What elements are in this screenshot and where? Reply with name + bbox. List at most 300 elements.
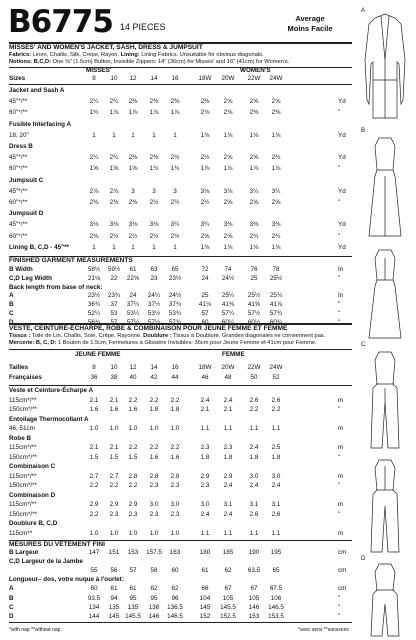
table-row (9, 310, 352, 318)
cell-value: 145.5 (220, 603, 236, 611)
row-label: Robe B (9, 434, 32, 442)
group-women: WOMEN'S (240, 67, 271, 74)
cell-value: 2.3 (170, 510, 180, 518)
table-row (9, 492, 352, 500)
cell-value: 57½ (247, 310, 261, 317)
cell-value: 2.1 (109, 396, 119, 404)
cell-value: 93.5 (87, 594, 101, 602)
row-label: Combinaison C (9, 463, 56, 470)
row-label: 60"*/** (9, 109, 28, 117)
cell-value: 2½ (170, 199, 180, 206)
unit: " (338, 482, 341, 489)
dress-illustration (369, 138, 401, 236)
cell-value: 2.9 (109, 501, 119, 508)
cell-value: 1¾ (170, 165, 180, 173)
cell-value: 2⅜ (128, 199, 138, 206)
cell-value: 2⅜ (128, 98, 138, 106)
cell-value: 52 (272, 374, 280, 381)
cell-value: 2.3 (128, 510, 138, 518)
cell-value: 163 (169, 549, 181, 556)
unit: Yd (338, 98, 346, 106)
row-label: 115cm*/** (9, 472, 37, 480)
cell-value: 2.2 (149, 444, 159, 451)
cell-value: 1.0 (149, 425, 159, 432)
cell-value: 2.4 (200, 510, 210, 518)
cell-value: 8 (92, 364, 96, 371)
row-label: 115cm*/** (9, 396, 37, 404)
table-row (9, 406, 352, 414)
cell-value: 145.5 (125, 612, 141, 620)
cell-value: 1 (92, 131, 96, 139)
cell-value: 190 (248, 549, 260, 556)
cell-value: 2.4 (223, 510, 233, 518)
unit: " (338, 603, 341, 611)
table-row (9, 132, 352, 140)
bottom-rule (9, 622, 352, 623)
cell-value: 2⅜ (149, 154, 159, 162)
cell-value: 55 (90, 567, 98, 575)
cell-value: 57¼ (221, 310, 235, 317)
cell-value: 2½ (170, 232, 180, 240)
cell-value: 2.2 (109, 482, 119, 489)
cell-value: 135 (127, 603, 139, 611)
table-row (9, 188, 352, 196)
cell-value: 2½ (200, 154, 210, 162)
table-row (9, 199, 352, 207)
cell-value: 1.1 (200, 529, 210, 537)
cell-value: 10 (110, 75, 118, 82)
unit: " (338, 109, 341, 117)
cell-value: 3⅛ (128, 221, 138, 229)
table-row (9, 604, 352, 612)
cell-value: 23 (150, 274, 158, 282)
finished-title-fr: MESURES DU VÊTEMENT FINI (9, 541, 105, 548)
cell-value: 3¼ (249, 187, 259, 195)
cell-value: 136 (148, 603, 160, 611)
row-label: C,D Largeur de la Jambe (9, 558, 83, 566)
cell-value: 24½ (168, 292, 182, 300)
rule (9, 67, 352, 68)
cell-value: 66 (201, 585, 209, 593)
cell-value: 1.8 (249, 453, 259, 461)
cell-value: 37 (110, 301, 118, 309)
table-row (9, 416, 352, 424)
row-label: Combinaison D (9, 491, 56, 499)
cell-value: 62 (150, 585, 158, 593)
cell-value: 1.1 (249, 529, 259, 537)
cell-value: 2.2 (249, 406, 259, 413)
cell-value: 1.1 (249, 425, 259, 432)
cell-value: 2½ (109, 232, 119, 240)
unit: Yd (338, 187, 346, 195)
cell-value: 46 (201, 374, 209, 381)
cell-value: 2⅛ (223, 109, 233, 117)
table-row (9, 275, 352, 283)
cell-value: 2.4 (271, 482, 281, 489)
cell-value: 2⅞ (89, 187, 99, 195)
unit: m (338, 472, 344, 480)
table-row (9, 425, 352, 433)
cell-value: 2⅜ (170, 98, 180, 106)
cell-value: 25¾ (269, 292, 283, 300)
table-row (9, 463, 352, 471)
cell-value: 1.8 (223, 453, 233, 461)
finished-title-en: FINISHED GARMENT MEASUREMENTS (9, 257, 133, 264)
cell-value: 3.0 (149, 501, 159, 508)
cell-value: 57 (129, 567, 137, 575)
cell-value: 18W (198, 75, 212, 82)
unit: " (338, 165, 341, 173)
row-label: Entoilage Thermocollant A (9, 415, 89, 423)
cell-value: 74 (224, 266, 232, 273)
cell-value: 1⅛ (200, 243, 210, 251)
cell-value: 1.0 (128, 529, 138, 537)
cell-value: 1⅛ (271, 131, 281, 139)
garment-illustrations (355, 0, 416, 640)
row-label: 46, 51cm (9, 425, 35, 432)
row-label: Jacket and Sash A (9, 87, 65, 94)
cell-value: 145 (199, 603, 211, 611)
cell-value: 57¾ (269, 310, 283, 317)
jumpsuit-d-illustration (371, 564, 399, 636)
table-row (9, 549, 352, 557)
row-label: 45"*/** (9, 98, 28, 106)
cell-value: 2¼ (89, 98, 99, 106)
cell-value: 48 (224, 374, 232, 381)
cell-value: 37¾ (168, 301, 182, 309)
cell-value: 1 (131, 243, 135, 251)
cell-value: 2½ (200, 199, 210, 206)
cell-value: 23½ (168, 274, 182, 282)
cell-value: 134 (88, 603, 100, 611)
unit: m (338, 425, 344, 432)
unit: cm (338, 585, 347, 593)
back-jumpsuit-illustration (371, 460, 399, 552)
row-label: D (9, 612, 14, 620)
row-label: 150cm*/** (9, 453, 38, 461)
cell-value: 1⅝ (89, 165, 99, 173)
cell-value: 2⅜ (89, 232, 99, 240)
cell-value: 2.8 (149, 472, 159, 480)
table-row (9, 143, 352, 151)
cell-value: 2⅜ (109, 199, 119, 206)
cell-value: 2½ (128, 232, 138, 240)
rule (9, 385, 352, 386)
cell-value: 185 (222, 549, 234, 556)
cell-value: 95 (129, 594, 137, 602)
cell-value: 2⅝ (223, 232, 233, 240)
cell-value: 3¼ (170, 221, 180, 229)
cell-value: 145 (108, 612, 120, 620)
table-row (9, 520, 352, 528)
cell-value: 67.5 (269, 585, 283, 593)
table-row (9, 511, 352, 519)
cell-value: 1.8 (200, 453, 210, 461)
cell-value: 3 (152, 187, 156, 195)
cell-value: 1.1 (271, 425, 281, 432)
row-label: Back length from base of neck: (9, 283, 103, 291)
cell-value: 2.2 (170, 396, 180, 404)
cell-value: 59½ (107, 266, 121, 273)
notions-en: Notions: B,C,D: One ⅝" (1.5cm) Button, Invisible Zippers: 14" (36cm) for Misses' and 16" (41cm) for Women's. (9, 59, 290, 65)
piece-count: 14 PIECES (120, 22, 166, 32)
cell-value: 1.8 (149, 406, 159, 413)
cell-value: 2.9 (89, 501, 99, 508)
cell-value: 152.5 (220, 612, 236, 620)
cell-value: 1.6 (109, 406, 119, 413)
unit: m (338, 396, 344, 404)
row-label: Longueur– dos, votre nuque à l'ourlet: (9, 576, 124, 584)
table-row (9, 501, 352, 509)
cell-value: 2.1 (89, 444, 99, 451)
cell-value: 2½ (149, 232, 159, 240)
table-row (9, 482, 352, 490)
cell-value: 22⅝ (126, 274, 140, 282)
row-label: 18, 20" (9, 131, 29, 139)
level-en: Average (295, 14, 325, 23)
view-label-b: B (361, 128, 366, 134)
cell-value: 2.4 (249, 482, 259, 489)
footnote-fr: *avec sens **sanssens (298, 627, 349, 633)
table-row (9, 585, 352, 593)
cell-value: 2⅝ (271, 199, 281, 206)
cell-value: 1⅛ (223, 243, 233, 251)
cell-value: 1⅞ (170, 109, 180, 117)
row-label: B (9, 301, 14, 309)
cell-value: 61 (201, 567, 209, 575)
cell-value: 20W (221, 364, 235, 371)
cell-value: 1.6 (149, 453, 159, 461)
cell-value: 96 (171, 594, 179, 602)
cell-value: 61 (129, 585, 137, 593)
cell-value: 50 (250, 374, 258, 381)
cell-value: 195 (270, 549, 282, 556)
unit: " (338, 612, 341, 620)
table-row (9, 221, 352, 229)
cell-value: 2.4 (223, 396, 233, 404)
cell-value: 1⅛ (249, 243, 259, 251)
cell-value: 144 (88, 612, 100, 620)
cell-value: 37½ (147, 301, 161, 309)
cell-value: 153 (127, 549, 139, 556)
cell-value: 2.6 (249, 396, 259, 404)
notions-fr: Mercerie: B, C, D: 1 Bouton de 1.5cm, Fermetures à Glissière Invisibles: 36cm pour Jeune Femme et 41cm pour Femme. (9, 340, 317, 346)
cell-value: 22W (247, 364, 261, 371)
table-row (9, 244, 352, 252)
cell-value: 2.2 (271, 406, 281, 413)
row-label: C (9, 310, 14, 317)
cell-value: 1⅞ (128, 109, 138, 117)
cell-value: 3.0 (170, 501, 180, 508)
cell-value: 3⅛ (149, 221, 159, 229)
cell-value: 2⅜ (128, 154, 138, 162)
row-label: 45"*/** (9, 154, 28, 162)
row-label: Lining B, C,D - 45"** (9, 243, 70, 251)
cell-value: 2.3 (149, 482, 159, 489)
cell-value: 20W (221, 75, 235, 82)
table-row (9, 154, 352, 162)
cell-value: 37¼ (126, 301, 140, 309)
sizes-row (9, 364, 352, 372)
cell-value: 2.9 (223, 472, 233, 480)
cell-value: 105 (248, 594, 260, 602)
row-label: B (9, 594, 14, 602)
rule (9, 84, 352, 85)
cell-value: 2.4 (223, 482, 233, 489)
table-row (9, 530, 352, 538)
cell-value: 1.0 (170, 425, 180, 432)
cell-value: 24W (269, 364, 283, 371)
cell-value: 16 (171, 75, 179, 82)
footnote-en: *with nap **without nap (9, 627, 61, 633)
row-label: Dress B (9, 143, 33, 150)
unit: In (338, 292, 344, 300)
cell-value: 2¾ (271, 232, 281, 240)
row-label: Jumpsuit C (9, 176, 44, 184)
cell-value: 53¼ (126, 310, 140, 317)
cell-value: 22W (247, 75, 261, 82)
cell-value: 3 (173, 187, 177, 195)
table-row (9, 613, 352, 621)
table-row (9, 284, 352, 292)
cell-value: 12 (129, 75, 137, 82)
cell-value: 53 (110, 310, 118, 317)
cell-value: 67 (250, 585, 258, 593)
cell-value: 1.6 (89, 406, 99, 413)
back-dress-illustration (369, 250, 401, 338)
cell-value: 1.6 (128, 406, 138, 413)
cell-value: 1.0 (89, 425, 99, 432)
cell-value: 25½ (247, 292, 261, 300)
table-row (9, 121, 352, 129)
table-row (9, 109, 352, 117)
fabrics-en: Fabrics: Linen, Challis, Silk, Crepe, Rayon. Lining: Lining Fabrics. Unsuitable for obvious diagonals. (9, 52, 264, 58)
table-row (9, 435, 352, 443)
cell-value: 2⅝ (249, 98, 259, 106)
cell-value: 57 (201, 310, 209, 317)
cell-value: 2.2 (89, 482, 99, 489)
level-fr: Moins Facile (287, 24, 333, 33)
cell-value: 2.1 (109, 444, 119, 451)
cell-value: 1⅞ (149, 109, 159, 117)
unit: " (338, 301, 341, 309)
cell-value: 1.0 (109, 425, 119, 432)
cell-value: 1.1 (271, 529, 281, 537)
cell-value: 2.1 (200, 406, 210, 413)
cell-value: 104 (199, 594, 211, 602)
jumpsuit-c-illustration (371, 352, 399, 448)
cell-value: 2.6 (249, 510, 259, 518)
cell-value: 135 (108, 603, 120, 611)
row-label: 60"*/** (9, 165, 28, 173)
row-label: Doublure B, C,D (9, 520, 58, 527)
cell-value: 2.9 (128, 501, 138, 508)
cell-value: 61 (110, 585, 118, 593)
table-row (9, 595, 352, 603)
cell-value: 1⅛ (249, 131, 259, 139)
cell-value: 1.0 (89, 529, 99, 537)
row-label: 150cm*/** (9, 510, 38, 518)
row-label: 45"*/** (9, 187, 28, 195)
cell-value: 1⅛ (223, 131, 233, 139)
cell-value: 25½ (269, 274, 283, 282)
cell-value: 2.8 (170, 472, 180, 480)
cell-value: 36 (90, 374, 98, 381)
cell-value: 3⅜ (271, 221, 281, 229)
cell-value: 41⅝ (247, 301, 261, 309)
cell-value: 2⅜ (271, 109, 281, 117)
cell-value: 38 (110, 374, 118, 381)
cell-value: 65 (171, 266, 179, 273)
table-row (9, 473, 352, 481)
cell-value: 2⅜ (249, 109, 259, 117)
row-label: B Largeur (9, 549, 39, 556)
table-row (9, 210, 352, 218)
cell-value: 24 (201, 274, 209, 282)
cell-value: 72 (201, 266, 209, 273)
cell-value: 2.2 (149, 396, 159, 404)
row-label: Tailles (9, 364, 29, 371)
cell-value: 1 (152, 131, 156, 139)
cell-value: 3.1 (249, 501, 259, 508)
cell-value: 2⅝ (271, 98, 281, 106)
cell-value: 40 (129, 374, 137, 381)
cell-value: 56 (110, 567, 118, 575)
unit: " (338, 274, 341, 282)
cell-value: 2⅝ (200, 232, 210, 240)
cell-value: 76 (250, 266, 258, 273)
cell-value: 3⅛ (89, 221, 99, 229)
cell-value: 152 (199, 612, 211, 620)
cell-value: 1.1 (223, 529, 233, 537)
cell-value: 3¼ (200, 221, 210, 229)
cell-value: 3⅛ (200, 187, 210, 195)
view-label-a: A (361, 8, 366, 14)
cell-value: 62 (224, 567, 232, 575)
row-label: C,D Leg Width (9, 274, 52, 282)
cell-value: 1 (112, 243, 116, 251)
fabrics-fr: Tissus : Toile de Lin, Challis, Soie, Crêpe, Rayonne. Doublure : Tissus à Doublure. Grandes diagonales ne conviennent pas. (9, 333, 326, 339)
cell-value: 41⅜ (221, 301, 235, 309)
title-en: MISSES' AND WOMEN'S JACKET, SASH, DRESS & JUMPSUIT (9, 44, 203, 51)
cell-value: 62 (171, 585, 179, 593)
cell-value: 10 (110, 364, 118, 371)
cell-value: 2⅜ (200, 98, 210, 106)
view-label-d: D (361, 556, 366, 562)
cell-value: 2.5 (271, 444, 281, 451)
cell-value: 3⅜ (249, 221, 259, 229)
sizes-row (9, 374, 352, 382)
cell-value: 1⅞ (271, 165, 281, 173)
unit: " (338, 406, 341, 413)
cell-value: 2⅝ (249, 199, 259, 206)
cell-value: 1⅞ (200, 165, 210, 173)
unit: m (338, 501, 344, 508)
row-label: Veste et Ceinture-Écharpe A (9, 387, 94, 394)
cell-value: 2.8 (128, 472, 138, 480)
cell-value: 1 (173, 243, 177, 251)
cell-value: 146.5 (268, 603, 284, 611)
row-label: 115cm*/** (9, 444, 37, 451)
unit: " (338, 510, 341, 518)
cell-value: 3⅜ (223, 221, 233, 229)
cell-value: 23¾ (107, 292, 121, 300)
cell-value: 41⅛ (198, 301, 212, 309)
cell-value: 2.7 (109, 472, 119, 480)
cell-value: 78 (272, 266, 280, 273)
row-label: 115cm** (9, 529, 33, 537)
cell-value: 52¼ (87, 310, 101, 317)
